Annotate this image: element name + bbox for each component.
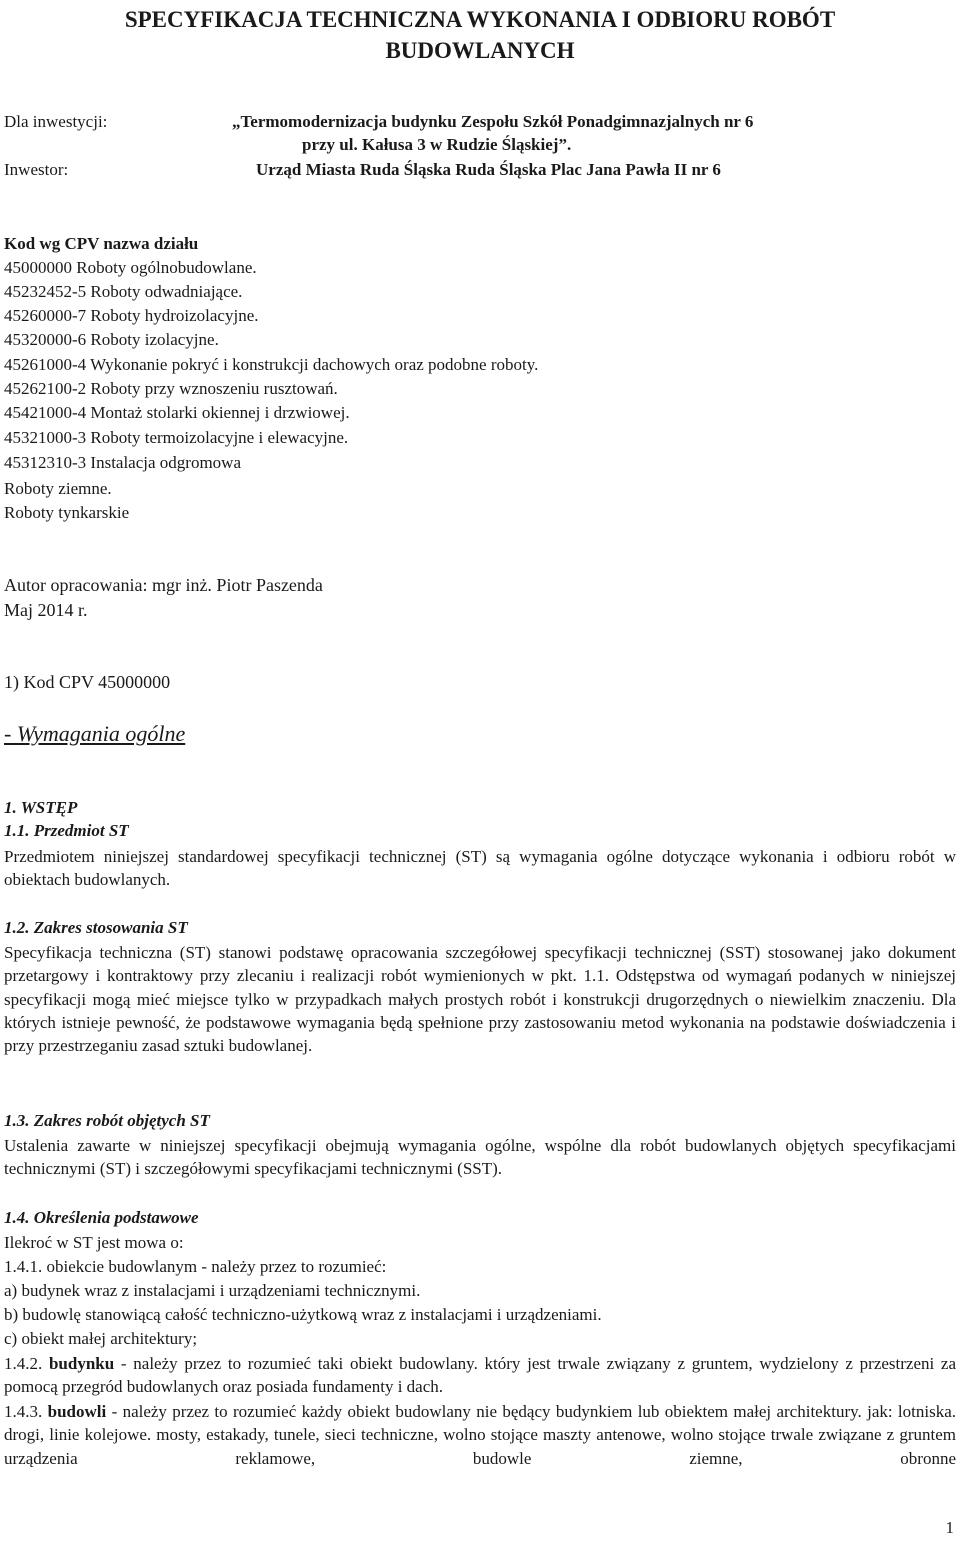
- section-1-4-intro: Ilekroć w ST jest mowa o:: [4, 1233, 184, 1252]
- cpv-item: 45262100-2 Roboty przy wznoszeniu rusztowań.: [4, 379, 338, 398]
- definition-1-4-3-number: 1.4.3.: [4, 1402, 43, 1421]
- cpv-code-line: 1) Kod CPV 45000000: [4, 672, 171, 692]
- definition-1-4-3-text: - należy przez to rozumieć każdy obiekt budowlany nie będący budynkiem lub obiektem małej architektury. jak: lotniska. drogi, linie kolejowe. mosty, estakady, tunele, sieci techniczne, wolno stojące maszty antenowe, wolno stojące trwale związane z gruntem urządzenia reklamowe, budowle ziemne, obronne: [4, 1402, 957, 1468]
- section-1-3-text: Ustalenia zawarte w niniejszej specyfikacji obejmują wymagania ogólne, wspólne dla robót budowlanych objętych specyfikacjami technicznymi (ST) i szczegółowymi specyfikacjami technicznymi (SST).: [4, 1136, 956, 1179]
- definition-1-4-1-a: a) budynek wraz z instalacjami i urządzeniami technicznymi.: [4, 1281, 421, 1300]
- cpv-item: 45261000-4 Wykonanie pokryć i konstrukcji dachowych oraz podobne roboty.: [4, 355, 539, 374]
- definition-1-4-2-text: - należy przez to rozumieć taki obiekt budowlany. który jest trwale związany z gruntem, wydzielony z przestrzeni za pomocą przegród budowlanych oraz posiada fundamenty i dach.: [4, 1354, 957, 1397]
- definition-1-4-1: 1.4.1. obiekcie budowlanym - należy przez to rozumieć:: [4, 1257, 387, 1276]
- cpv-item: Roboty tynkarskie: [4, 503, 130, 522]
- investor-label: Inwestor:: [4, 160, 69, 179]
- definition-1-4-1-c: c) obiekt małej architektury;: [4, 1329, 198, 1348]
- cpv-heading: Kod wg CPV nazwa działu: [4, 234, 199, 253]
- investor-value: Urząd Miasta Ruda Śląska Ruda Śląska Plac Jana Pawła II nr 6: [256, 160, 721, 179]
- section-1-3-heading: 1.3. Zakres robót objętych ST: [4, 1111, 210, 1130]
- section-1-2-text: Specyfikacja techniczna (ST) stanowi podstawę opracowania szczegółowej specyfikacji technicznej (SST) stosowanej jako dokument przetargowy i kontraktowy przy zlecaniu i realizacji robót wymienionych w pkt. 1.1. Odstępstwa od wymagań podanych w niniejszej specyfikacji mogą mieć miejsce tylko w przypadkach małych prostych robót i konstrukcji drugorzędnych o niewielkim znaczeniu. Dla których istnieje pewność, że podstawowe wymagania będą spełnione przy zastosowaniu metod wykonania na podstawie doświadczenia i przy przestrzeganiu zasad sztuki budowlanej.: [4, 943, 956, 1056]
- investment-value-line-2: przy ul. Kałusa 3 w Rudzie Śląskiej”.: [302, 135, 572, 154]
- page-number: 1: [945, 1518, 954, 1537]
- section-1-heading: 1. WSTĘP: [4, 798, 78, 817]
- document-title: [0, 4, 960, 66]
- definition-1-4-2-term: budynku: [48, 1354, 115, 1373]
- cpv-item: 45321000-3 Roboty termoizolacyjne i elewacyjne.: [4, 428, 349, 447]
- general-requirements-heading: - Wymagania ogólne: [4, 721, 186, 746]
- cpv-item: 45260000-7 Roboty hydroizolacyjne.: [4, 306, 259, 325]
- cpv-item: 45320000-6 Roboty izolacyjne.: [4, 330, 219, 349]
- definition-1-4-3-term: budowli: [47, 1402, 107, 1421]
- investment-value-line-1: „Termomodernizacja budynku Zespołu Szkół Ponadgimnazjalnych nr 6: [232, 112, 754, 131]
- section-1-4-heading: 1.4. Określenia podstawowe: [4, 1208, 199, 1227]
- section-1-1-text: Przedmiotem niniejszej standardowej specyfikacji technicznej (ST) są wymagania ogólne dotyczące wykonania i odbioru robót w obiektach budowlanych.: [4, 847, 956, 890]
- cpv-item: 45421000-4 Montaż stolarki okiennej i drzwiowej.: [4, 403, 350, 422]
- author-date: Maj 2014 r.: [4, 600, 88, 620]
- cpv-item: 45000000 Roboty ogólnobudowlane.: [4, 258, 257, 277]
- title-line-2: BUDOWLANYCH: [385, 38, 575, 63]
- definition-1-4-2: [4, 1352, 956, 1399]
- cpv-item: Roboty ziemne.: [4, 479, 112, 498]
- title-line-1: SPECYFIKACJA TECHNICZNA WYKONANIA I ODBIORU ROBÓT: [124, 7, 836, 32]
- definition-1-4-1-b: b) budowlę stanowiącą całość techniczno-użytkową wraz z instalacjami i urządzeniami.: [4, 1305, 602, 1324]
- section-1-1-heading: 1.1. Przedmiot ST: [4, 821, 129, 840]
- section-1-2-heading: 1.2. Zakres stosowania ST: [4, 918, 188, 937]
- definition-1-4-3: [4, 1400, 956, 1470]
- author-line: Autor opracowania: mgr inż. Piotr Paszenda: [4, 575, 323, 595]
- cpv-item: 45232452-5 Roboty odwadniające.: [4, 282, 243, 301]
- definition-1-4-2-number: 1.4.2.: [4, 1354, 43, 1373]
- investment-label: Dla inwestycji:: [4, 112, 108, 131]
- cpv-item: 45312310-3 Instalacja odgromowa: [4, 453, 241, 472]
